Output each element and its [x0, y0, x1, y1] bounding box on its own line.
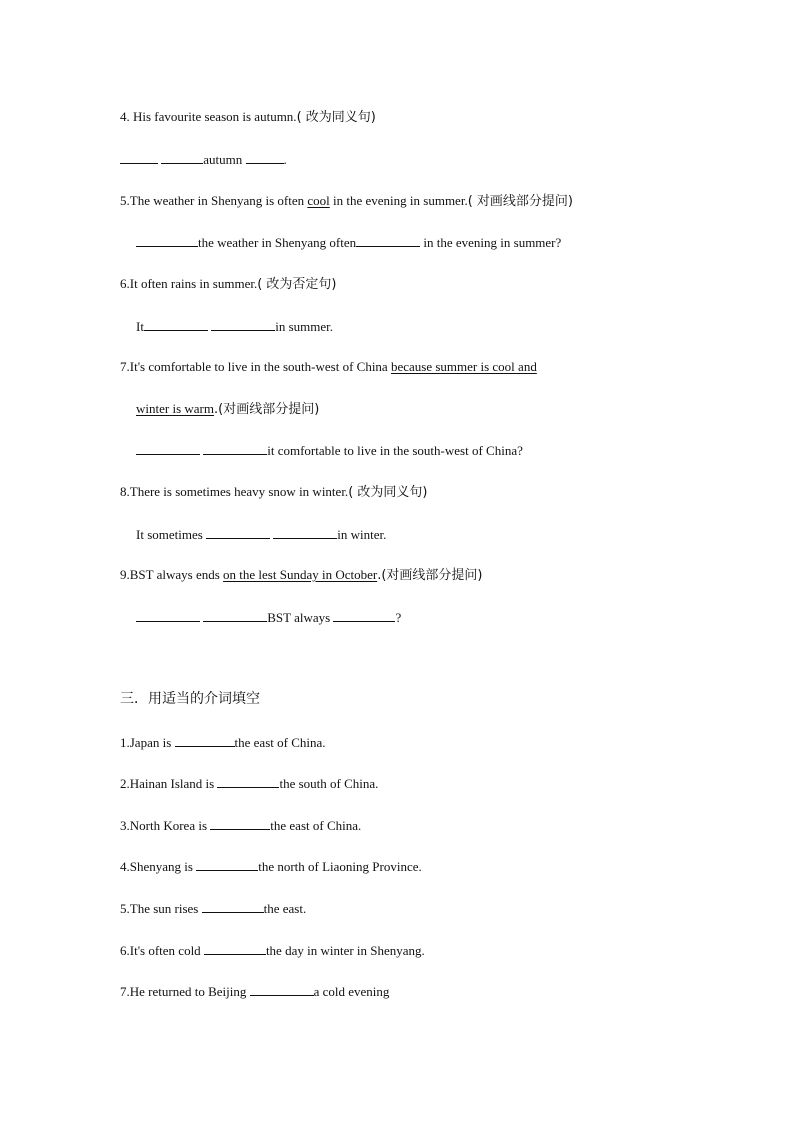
item-text: the east of China. [270, 818, 362, 833]
answer-blank[interactable] [211, 317, 275, 331]
answer-blank[interactable] [333, 608, 395, 622]
question-7 [120, 358, 537, 376]
question-8-answer [136, 525, 386, 544]
question-6-instruction: ( 改为否定句) [257, 277, 337, 292]
item-text: the south of China. [279, 776, 379, 791]
fill-item-2 [120, 774, 378, 793]
answer-blank[interactable] [144, 317, 208, 331]
question-5-answer [136, 233, 561, 252]
question-8 [120, 483, 427, 502]
fill-item-1 [120, 733, 326, 752]
underlined-part: because summer is cool and [390, 359, 537, 374]
answer-text: It [136, 319, 144, 334]
fill-item-6 [120, 941, 425, 960]
question-5-text: 5.The weather in Shenyang is often [120, 193, 308, 208]
underlined-part: on the lest Sunday in October [223, 567, 378, 582]
question-9-text: 9.BST always ends [120, 567, 224, 582]
answer-blank[interactable] [196, 857, 258, 871]
question-9 [120, 566, 483, 585]
question-8-instruction: ( 改为同义句) [348, 485, 428, 500]
answer-blank[interactable] [136, 233, 198, 247]
answer-text: It sometimes [136, 527, 207, 542]
answer-blank[interactable] [204, 941, 266, 955]
answer-blank[interactable] [250, 982, 314, 996]
answer-blank[interactable] [161, 150, 203, 164]
answer-blank[interactable] [120, 150, 158, 164]
item-text: the day in winter in Shenyang. [265, 943, 425, 958]
answer-text: the weather in Shenyang often [198, 235, 357, 250]
question-7-continued [136, 400, 319, 419]
answer-blank[interactable] [203, 441, 267, 455]
underlined-part: cool [307, 193, 330, 208]
answer-blank[interactable] [356, 233, 420, 247]
question-7-text: 7.It's comfortable to live in the south-west of China [120, 359, 391, 374]
fill-item-7 [120, 982, 389, 1001]
answer-text: it comfortable to live in the south-west of China? [267, 443, 523, 458]
answer-blank[interactable] [136, 441, 200, 455]
answer-text: in summer. [275, 319, 333, 334]
item-text: the east of China. [234, 735, 326, 750]
question-4-text: 4. His favourite season is autumn. [120, 109, 297, 124]
question-6-text: 6.It often rains in summer. [120, 276, 258, 291]
question-4-answer [120, 150, 287, 169]
section-heading: 三．用适当的介词填空 [120, 691, 260, 707]
item-text: 6.It's often cold [120, 943, 204, 958]
item-text: a cold evening [313, 984, 390, 999]
answer-blank[interactable] [246, 150, 284, 164]
answer-text: ? [395, 610, 402, 625]
answer-blank[interactable] [210, 816, 270, 830]
answer-blank[interactable] [203, 608, 267, 622]
question-9-answer [136, 608, 401, 627]
answer-end: . [283, 152, 287, 167]
item-text: 7.He returned to Beijing [120, 984, 250, 999]
answer-word: autumn [203, 152, 243, 167]
question-7-answer [136, 441, 523, 460]
answer-blank[interactable] [273, 525, 337, 539]
answer-blank[interactable] [175, 733, 235, 747]
fill-item-5 [120, 899, 306, 918]
fill-item-4 [120, 857, 422, 876]
answer-blank[interactable] [217, 774, 279, 788]
question-5 [120, 192, 573, 211]
item-text: 2.Hainan Island is [120, 776, 218, 791]
answer-blank[interactable] [136, 608, 200, 622]
question-9-instruction: .(对画线部分提问) [377, 568, 483, 583]
answer-blank[interactable] [206, 525, 270, 539]
item-text: the east. [263, 901, 307, 916]
question-5-instruction: ( 对画线部分提问) [467, 194, 573, 209]
question-4-instruction: ( 改为同义句) [296, 110, 376, 125]
question-6 [120, 275, 336, 294]
question-4 [120, 108, 376, 127]
item-text: the north of Liaoning Province. [258, 859, 422, 874]
answer-text: in the evening in summer? [420, 235, 562, 250]
item-text: 3.North Korea is [120, 818, 211, 833]
answer-text: BST always [267, 610, 334, 625]
question-8-text: 8.There is sometimes heavy snow in winter. [120, 484, 349, 499]
item-text: 1.Japan is [120, 735, 175, 750]
answer-blank[interactable] [202, 899, 264, 913]
fill-item-3 [120, 816, 361, 835]
answer-text: in winter. [337, 527, 387, 542]
question-7-instruction: .(对画线部分提问) [213, 402, 320, 417]
question-6-answer [136, 317, 333, 336]
question-5-text-rest: in the evening in summer. [329, 193, 468, 208]
underlined-part: winter is warm [136, 401, 214, 416]
item-text: 5.The sun rises [120, 901, 202, 916]
item-text: 4.Shenyang is [120, 859, 197, 874]
